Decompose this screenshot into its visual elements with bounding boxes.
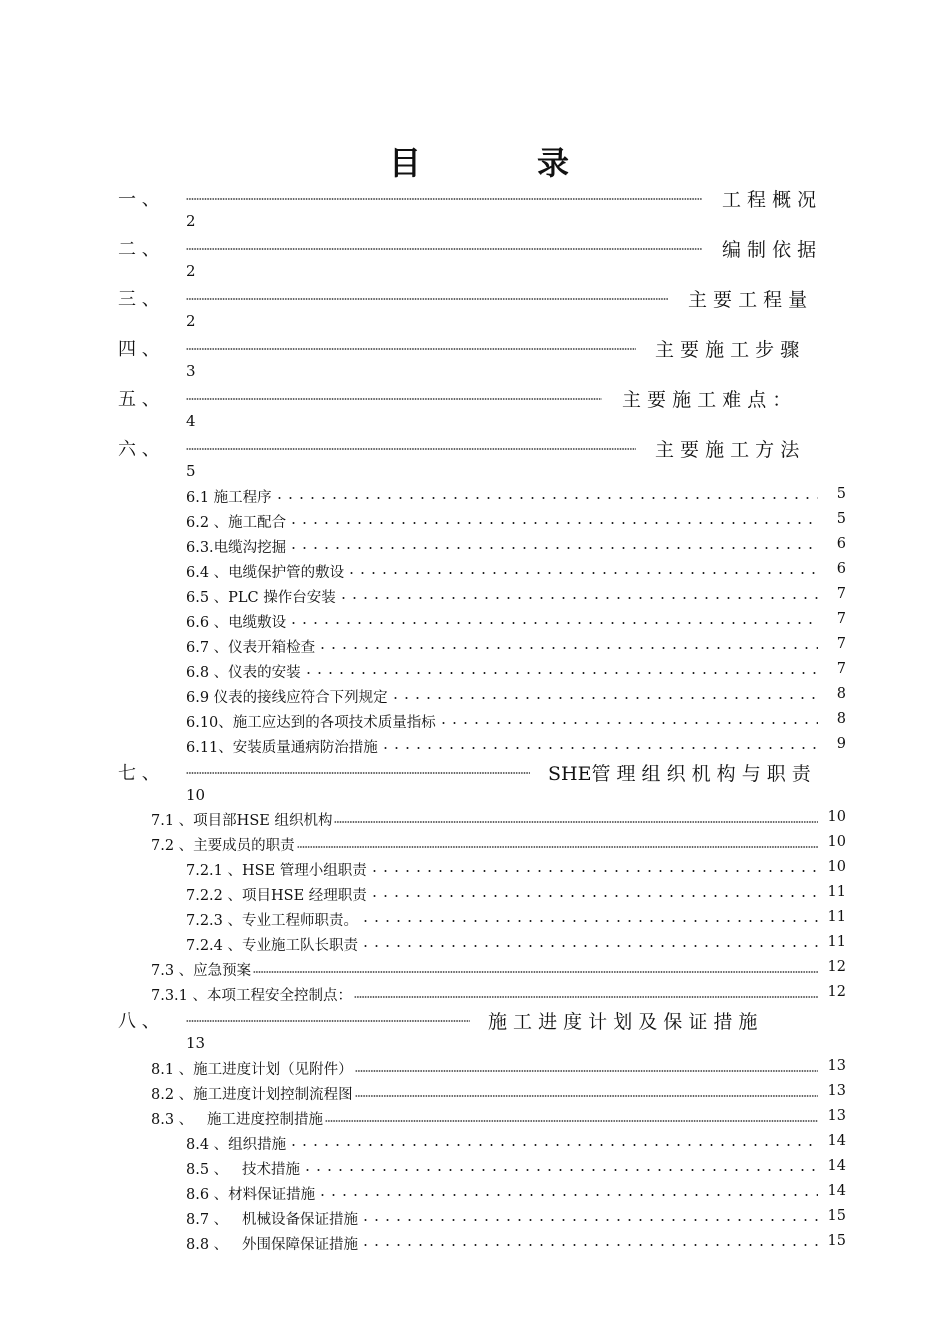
toc-entry-page: 2 [186,262,196,280]
toc-entry-4[interactable] [0,335,950,359]
toc-subentry-page: 13 [827,1058,846,1074]
toc-subentry-text: 7.3.1 、本项工程安全控制点： [151,988,353,1004]
toc-entry-6[interactable] [0,435,950,459]
leader-dots [253,971,818,973]
leader-dots [186,448,636,450]
toc-entry-number: 七 、 [118,763,160,784]
toc-entry-5[interactable] [0,385,950,409]
toc-subentry-page: 10 [827,859,846,875]
leader-dots [317,647,818,649]
toc-subentry-text: 7.2.3 、专业工程师职责。 [186,913,359,929]
leader-dots [346,572,818,574]
toc-title-char-2: 录 [537,144,570,182]
toc-subentry[interactable] [0,511,950,531]
toc-entry-number: 一 、 [118,189,160,210]
toc-subentry-text: 8.1 、施工进度计划（见附件） [151,1062,353,1078]
toc-subentry-page: 10 [827,809,846,825]
leader-dots [303,672,818,674]
toc-entry-label: 编 制 依 据 [722,239,817,261]
toc-subentry-text: 8.5 、 技术措施 [186,1162,300,1178]
leader-dots [360,945,818,947]
toc-subentry-page: 12 [827,984,846,1000]
toc-subentry-page: 6 [836,536,846,552]
toc-subentry[interactable] [0,486,950,506]
toc-subentry[interactable] [0,536,950,556]
toc-subentry-page: 8 [836,686,846,702]
toc-subentry-text: 6.10、施工应达到的各项技术质量指标 [186,715,436,731]
toc-entry-page: 5 [186,462,196,480]
leader-dots [355,1070,818,1072]
toc-subentry-page: 15 [827,1233,846,1249]
toc-subentry-page: 14 [827,1158,846,1174]
toc-entry-page: 2 [186,312,196,330]
leader-dots [186,348,636,350]
leader-dots [274,497,818,499]
leader-dots [360,1219,818,1221]
leader-dots [186,298,668,300]
toc-subentry[interactable] [0,1183,950,1203]
toc-subentry[interactable] [0,859,950,879]
toc-subentry-page: 11 [827,909,846,925]
toc-entry-page: 4 [186,412,196,430]
toc-subentry-text: 6.6 、电缆敷设 [186,615,287,631]
leader-dots [369,870,818,872]
toc-subentry[interactable] [0,1108,950,1128]
toc-entry-label: 主 要 施 工 方 法 [655,439,800,461]
toc-subentry[interactable] [0,934,950,954]
toc-subentry-page: 14 [827,1183,846,1199]
toc-subentry-text: 6.7 、仪表开箱检查 [186,640,316,656]
leader-dots [355,1095,818,1097]
toc-subentry[interactable] [0,736,950,756]
toc-subentry-text: 8.2 、施工进度计划控制流程图 [151,1087,353,1103]
toc-subentry[interactable] [0,636,950,656]
leader-dots [302,1169,818,1171]
toc-subentry-text: 6.1 施工程序 [186,490,272,506]
toc-subentry[interactable] [0,909,950,929]
leader-dots [186,1020,470,1022]
toc-subentry[interactable] [0,611,950,631]
leader-dots [186,198,702,200]
toc-entry-number: 八 、 [118,1011,160,1032]
leader-dots [288,547,818,549]
toc-subentry-page: 7 [836,636,846,652]
toc-subentry[interactable] [0,834,950,854]
toc-entry-1[interactable] [0,185,950,209]
toc-subentry-page: 5 [836,486,846,502]
toc-subentry-text: 6.5 、PLC 操作台安装 [186,590,336,606]
toc-subentry-text: 6.8 、仪表的安装 [186,665,301,681]
toc-entry-number: 三 、 [118,289,160,310]
toc-subentry-page: 13 [827,1108,846,1124]
toc-subentry[interactable] [0,1158,950,1178]
leader-dots [288,1144,818,1146]
toc-subentry[interactable] [0,1058,950,1078]
leader-dots [338,597,818,599]
leader-dots [186,398,602,400]
toc-subentry[interactable] [0,1208,950,1228]
toc-subentry-page: 12 [827,959,846,975]
toc-subentry-page: 14 [827,1133,846,1149]
toc-subentry-page: 15 [827,1208,846,1224]
toc-subentry-page: 10 [827,834,846,850]
toc-subentry-page: 13 [827,1083,846,1099]
toc-subentry-page: 5 [836,511,846,527]
leader-dots [186,248,702,250]
toc-subentry-text: 8.6 、材料保证措施 [186,1187,316,1203]
toc-subentry[interactable] [0,809,950,829]
toc-subentry-page: 11 [827,934,846,950]
toc-subentry[interactable] [0,1233,950,1253]
toc-subentry[interactable] [0,661,950,681]
toc-subentry[interactable] [0,959,950,979]
toc-entry-page: 13 [186,1034,206,1052]
toc-subentry-text: 6.4 、电缆保护管的敷设 [186,565,345,581]
leader-dots [369,895,818,897]
toc-subentry[interactable] [0,1083,950,1103]
toc-subentry-text: 7.3 、应急预案 [151,963,252,979]
leader-dots [438,722,818,724]
leader-dots [317,1194,818,1196]
toc-subentry-page: 7 [836,586,846,602]
toc-entry-number: 四 、 [118,339,160,360]
toc-subentry[interactable] [0,884,950,904]
leader-dots [380,747,818,749]
toc-subentry-page: 7 [836,611,846,627]
toc-subentry-text: 6.2 、施工配合 [186,515,287,531]
toc-subentry-page: 6 [836,561,846,577]
toc-subentry-text: 7.2 、主要成员的职责 [151,838,295,854]
toc-subentry[interactable] [0,586,950,606]
leader-dots [360,1244,818,1246]
leader-dots [334,821,818,823]
toc-entry-label: 主 要 工 程 量 [688,289,808,311]
toc-entry-page: 10 [186,786,206,804]
leader-dots [325,1120,818,1122]
toc-subentry-text: 8.3 、 施工进度控制措施 [151,1112,323,1128]
toc-entry-label: 主 要 施 工 难 点 ： [622,389,792,411]
toc-subentry-text: 8.8 、 外围保障保证措施 [186,1237,358,1253]
toc-entry-2[interactable] [0,235,950,259]
toc-subentry-text: 6.9 仪表的接线应符合下列规定 [186,690,388,706]
leader-dots [297,846,818,848]
toc-subentry-text: 8.4 、组织措施 [186,1137,287,1153]
toc-entry-number: 六 、 [118,439,160,460]
leader-dots [354,996,818,998]
leader-dots [288,522,818,524]
toc-entry-3[interactable] [0,285,950,309]
toc-subentry-page: 9 [836,736,846,752]
toc-entry-label: 施 工 进 度 计 划 及 保 证 措 施 [488,1011,758,1033]
toc-subentry-text: 7.1 、项目部HSE 组织机构 [151,813,333,829]
toc-subentry-text: 8.7 、 机械设备保证措施 [186,1212,358,1228]
leader-dots [390,697,818,699]
leader-dots [186,772,530,774]
toc-subentry[interactable] [0,711,950,731]
toc-subentry-page: 8 [836,711,846,727]
toc-entry-label: 主 要 施 工 步 骤 [655,339,800,361]
toc-entry-7[interactable] [0,759,950,783]
toc-subentry-page: 7 [836,661,846,677]
toc-entry-number: 二 、 [118,239,160,260]
toc-subentry[interactable] [0,984,950,1004]
toc-title-char-1: 目 [389,144,422,182]
toc-entry-label: 工 程 概 况 [722,189,817,211]
toc-subentry-text: 7.2.1 、HSE 管理小组职责 [186,863,367,879]
toc-entry-label: SHE管 理 组 织 机 构 与 职 责 [548,763,811,785]
toc-subentry-text: 7.2.2 、项目HSE 经理职责 [186,888,367,904]
leader-dots [360,920,818,922]
toc-subentry-text: 6.3.电缆沟挖掘 [186,540,287,556]
toc-entry-page: 3 [186,362,196,380]
toc-entry-page: 2 [186,212,196,230]
toc-subentry[interactable] [0,686,950,706]
toc-subentry-page: 11 [827,884,846,900]
toc-subentry[interactable] [0,561,950,581]
toc-entry-number: 五 、 [118,389,160,410]
toc-subentry[interactable] [0,1133,950,1153]
toc-subentry-text: 7.2.4 、专业施工队长职责 [186,938,359,954]
leader-dots [288,622,818,624]
toc-entry-8[interactable] [0,1007,950,1031]
toc-subentry-text: 6.11、安装质量通病防治措施 [186,740,378,756]
